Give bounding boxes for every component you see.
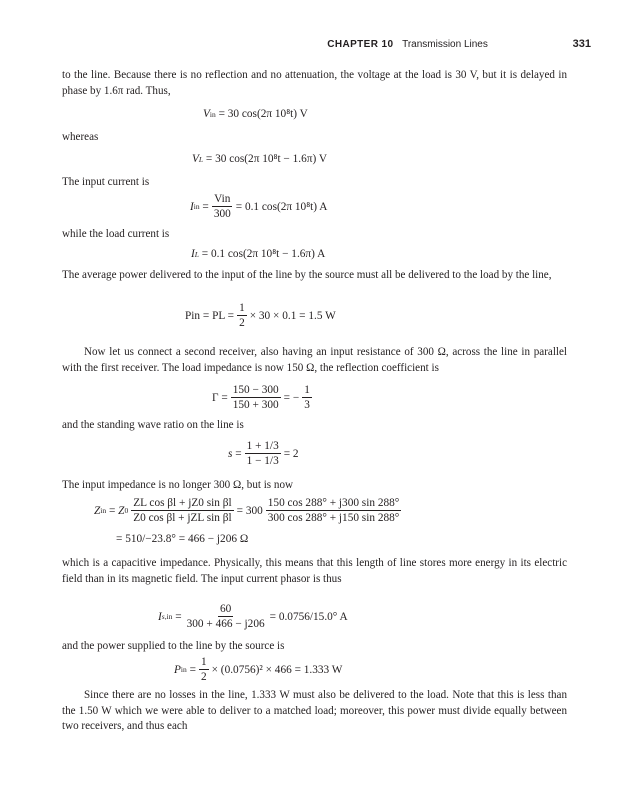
paragraph-10: and the power supplied to the line by the source is — [62, 640, 285, 652]
paragraph-9: which is a capacitive impedance. Physically, this means that this length of line stores more energy in its electric field than in its magnetic field. The input current phasor is thus — [62, 557, 567, 585]
equation-iin: I in = $\frac{\text{Vin}}{300}$ = 0.1 cos(2π 10⁸t) A — [190, 193, 328, 220]
fraction-gamma-result-den: 3 — [304, 399, 310, 411]
fraction-is-den: 300 + 466 − j206 — [186, 618, 265, 630]
equation-zin-result: = 510/−23.8° = 466 − j206 Ω — [116, 533, 249, 545]
fraction-zin-general — [131, 497, 233, 524]
equation-pin-lhs: Pin = PL = — [185, 309, 235, 322]
fraction-zin-numeric-den: 300 cos 288° + j150 sin 288° — [267, 512, 400, 524]
fraction-gamma-result-num: 1 — [304, 384, 310, 396]
page-number: 331 — [572, 38, 591, 50]
equation-gamma: Γ = $\frac{150 - 300}{150 + 300}$ = − $\frac{1}{3}$ — [212, 384, 310, 411]
fraction-swr-den: 1 − 1/3 — [246, 455, 279, 467]
equation-iin-rhs: = 0.1 cos(2π 10⁸t) A — [235, 200, 328, 213]
fraction-gamma-num: 150 − 300 — [232, 384, 279, 396]
fraction-iin-num: Vin — [214, 193, 231, 205]
chapter-label: CHAPTER 10 — [327, 39, 394, 50]
equation-is-rhs: = 0.0756/15.0° A — [269, 610, 348, 623]
paragraph-1: to the line. Because there is no reflection and no attenuation, the voltage at the load is 30 V, but it is delayed in phase by 1.6π rad. Thus, — [62, 69, 567, 97]
fraction-iin — [212, 193, 233, 220]
equation-il: I L = 0.1 cos(2π 10⁸t − 1.6π) A — [191, 248, 326, 260]
paragraph-7: and the standing wave ratio on the line is — [62, 419, 244, 431]
fraction-pin — [237, 302, 247, 329]
paragraph-6: Now let us connect a second receiver, also having an input resistance of 300 Ω, across the line in parallel with the first receiver. The load impedance is now 150 Ω, the reflection coefficient is — [62, 346, 567, 374]
equation-il-rhs: = 0.1 cos(2π 10⁸t − 1.6π) A — [201, 248, 326, 260]
fraction-gamma-den: 150 + 300 — [232, 399, 279, 411]
fraction-pin2-num: 1 — [200, 656, 207, 668]
fraction-zin-numeric-num: 150 cos 288° + j300 sin 288° — [267, 497, 400, 509]
equation-vl-rhs: = 30 cos(2π 10⁸t − 1.6π) V — [205, 153, 327, 165]
fraction-iin-den: 300 — [213, 208, 231, 220]
fraction-zin-general-den: Z0 cos βl + jZL sin βl — [133, 512, 232, 524]
fraction-is-num: 60 — [219, 603, 232, 615]
fraction-pin-den: 2 — [239, 317, 245, 329]
fraction-zin-general-num: ZL cos βl + jZ0 sin βl — [133, 497, 232, 509]
paragraph-8: The input impedance is no longer 300 Ω, but is now — [62, 479, 294, 491]
paragraph-5: The average power delivered to the input of the line by the source must all be delivered to the load by the line, — [62, 269, 552, 281]
fraction-swr-num: 1 + 1/3 — [246, 440, 279, 452]
equation-zin: Z in = Z 0 $\frac{\text{ZL cos βl + jZ0 sin βl}}{\text{Z0 cos βl + jZL sin βl}}$ = 300 $\frac{150 \cos 288^\circ + j300 \sin 288^\circ}{300 \cos 288^\circ + j150 \sin 288^\circ}$ — [94, 497, 400, 524]
page-header — [327, 38, 591, 52]
paragraph-3: The input current is — [62, 176, 150, 188]
section-title: Transmission Lines — [402, 39, 488, 50]
fraction-is — [185, 603, 267, 630]
equation-vl: V L = 30 cos(2π 10⁸t − 1.6π) V — [192, 153, 327, 165]
paragraph-4: while the load current is — [62, 228, 170, 240]
fraction-pin2-den: 2 — [200, 671, 207, 683]
equation-swr-rhs: = 2 — [283, 447, 299, 460]
equation-vin: V in = 30 cos(2π 10⁸t) V — [203, 108, 308, 120]
fraction-pin-num: 1 — [239, 302, 245, 314]
fraction-gamma — [231, 384, 281, 411]
equation-vin-rhs: = 30 cos(2π 10⁸t) V — [218, 108, 308, 120]
fraction-swr — [245, 440, 281, 467]
equation-pin2-rhs: × (0.0756)² × 466 = 1.333 W — [211, 663, 343, 676]
fraction-gamma-result — [302, 384, 312, 411]
equation-pin — [185, 302, 336, 329]
equation-pin2: P in = $\frac{1}{2}$ × (0.0756)² × 466 = 1.333 W — [174, 656, 343, 683]
equation-is: I s,in = $\frac{60}{300 + 466 - j206}$ = 0.0756/15.0° A — [158, 603, 348, 630]
fraction-pin2 — [199, 656, 209, 683]
fraction-zin-numeric — [266, 497, 402, 524]
equation-pin-rhs: × 30 × 0.1 = 1.5 W — [249, 309, 336, 322]
paragraph-2: whereas — [62, 131, 99, 143]
paragraph-11: Since there are no losses in the line, 1.333 W must also be delivered to the load. Note that this is less than the 1.50 W which we were able to deliver to a matched load; moreover, this power must divide equally between two receivers, and thus each — [62, 689, 567, 732]
equation-swr: s = $\frac{1 + 1/3}{1 - 1/3}$ = 2 — [228, 440, 299, 467]
